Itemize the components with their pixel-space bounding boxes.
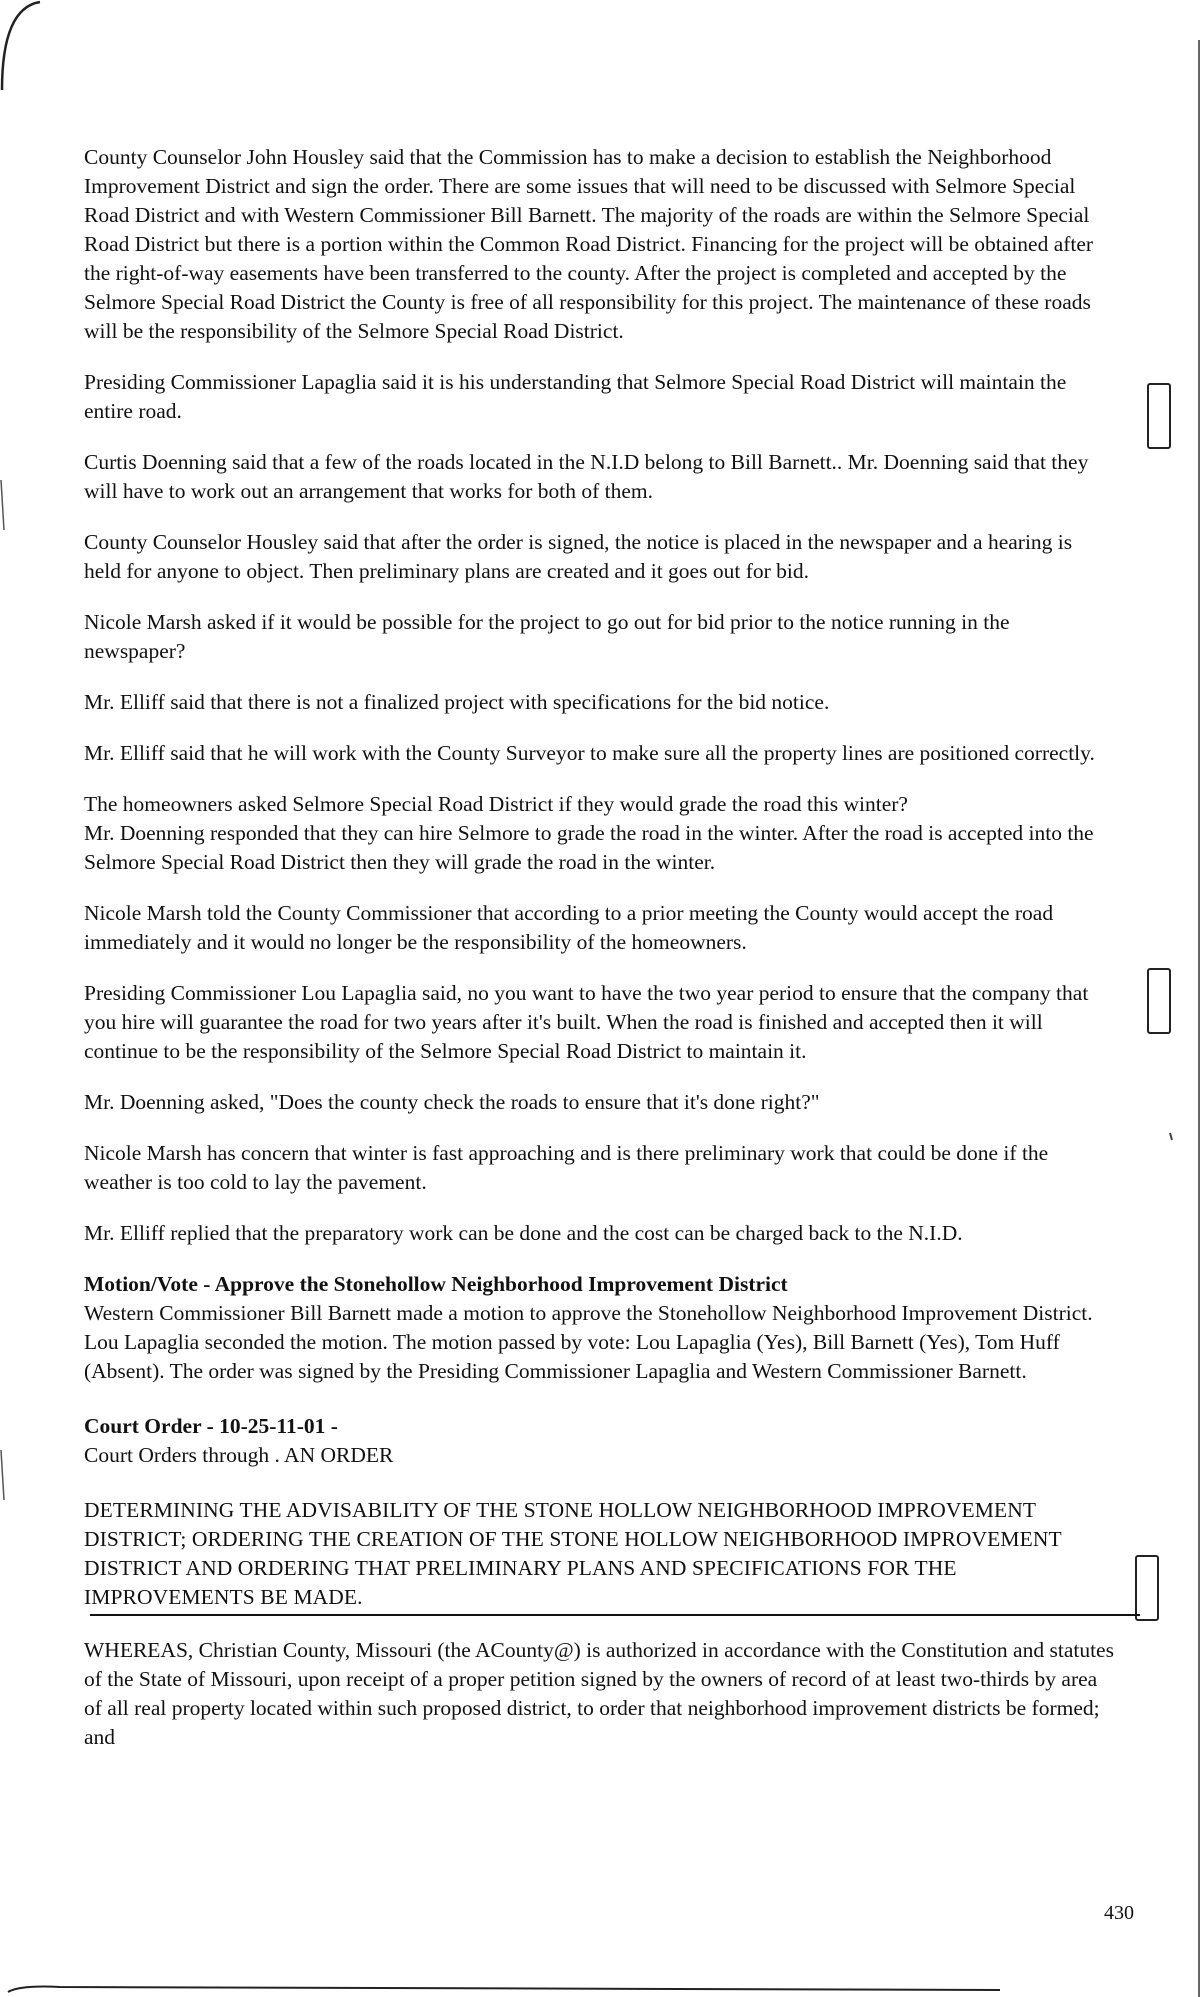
- paragraph-elliff-preparatory: Mr. Elliff replied that the preparatory work can be done and the cost can be charged back to the N.I.D.: [84, 1221, 963, 1245]
- motion-heading: Motion/Vote - Approve the Stonehollow Neighborhood Improvement District: [84, 1272, 788, 1296]
- motion-body: Western Commissioner Bill Barnett made a motion to approve the Stonehollow Neighborhood Improvement District. Lou Lapaglia seconded the motion. The motion passed by vote: Lou Lapaglia (Yes), Bill Barnett (Yes), Tom Huff (Absent). The order was signed by the Presiding Commissioner Lapaglia and Western Commissioner Barnett.: [84, 1301, 1093, 1383]
- margin-checkbox-2: [1147, 968, 1171, 1034]
- paragraph-housley-order: County Counselor Housley said that after the order is signed, the notice is placed in the newspaper and a hearing is held for anyone to object. Then preliminary plans are created and it goes out for bid.: [84, 530, 1073, 583]
- margin-checkbox-1: [1147, 383, 1171, 449]
- paragraph-doenning-roads: Curtis Doenning said that a few of the roads located in the N.I.D belong to Bill Barnett.. Mr. Doenning said that they will have to work out an arrangement that works for both of them.: [84, 450, 1089, 503]
- paragraph-housley-intro: County Counselor John Housley said that the Commission has to make a decision to establish the Neighborhood Improvement District and sign the order. There are some issues that will need to be discussed with Selmore Special Road District and with Western Commissioner Bill Barnett. The majority of the roads are within the Selmore Special Road District but there is a portion within the Common Road District. Financing for the project will be obtained after the right-of-way easements have been transferred to the county. After the project is completed and accepted by the Selmore Special Road District the County is free of all responsibility for this project. The maintenance of these roads will be the responsibility of the Selmore Special Road District.: [84, 145, 1094, 343]
- doenning-response: Mr. Doenning responded that they can hire Selmore to grade the road in the winter. After the road is accepted into the Selmore Special Road District then they will grade the road in the winter.: [84, 821, 1094, 874]
- margin-checkbox-3: [1135, 1555, 1159, 1621]
- court-order-heading: Court Order - 10-25-11-01 -: [84, 1414, 338, 1438]
- court-order-subline: Court Orders through . AN ORDER: [84, 1443, 394, 1467]
- motion-section: [84, 1270, 1114, 1386]
- paragraph-doenning-check: Mr. Doenning asked, "Does the county check the roads to ensure that it's done right?": [84, 1090, 820, 1114]
- paragraph-marsh-accept: Nicole Marsh told the County Commissioner that according to a prior meeting the County would accept the road immediately and it would no longer be the responsibility of the homeowners.: [84, 901, 1054, 954]
- court-order-section: [84, 1412, 1114, 1470]
- page-number: 430: [1104, 1902, 1134, 1924]
- court-order-title: DETERMINING THE ADVISABILITY OF THE STONE HOLLOW NEIGHBORHOOD IMPROVEMENT DISTRICT; ORDERING THE CREATION OF THE STONE HOLLOW NEIGHBORHOOD IMPROVEMENT DISTRICT AND ORDERING THAT PRELIMINARY PLANS AND SPECIFICATIONS FOR THE IMPROVEMENTS BE MADE.: [84, 1498, 1062, 1609]
- homeowners-question: The homeowners asked Selmore Special Road District if they would grade the road this winter?: [84, 792, 908, 816]
- paragraph-lapaglia-understanding: Presiding Commissioner Lapaglia said it is his understanding that Selmore Special Road District will maintain the entire road.: [84, 370, 1067, 423]
- paragraph-elliff-spec: Mr. Elliff said that there is not a finalized project with specifications for the bid notice.: [84, 690, 830, 714]
- paragraph-marsh-bid: Nicole Marsh asked if it would be possible for the project to go out for bid prior to the notice running in the newspaper?: [84, 610, 1010, 663]
- whereas-clause: WHEREAS, Christian County, Missouri (the ACounty@) is authorized in accordance with the Constitution and statutes of the State of Missouri, upon receipt of a proper petition signed by the owners of record of at least two-thirds by area of all real property located within such proposed district, to order that neighborhood improvement districts be formed; and: [84, 1638, 1114, 1749]
- document-body: [84, 143, 1114, 1774]
- paragraph-homeowners-grade: [84, 790, 1114, 877]
- paragraph-lapaglia-period: Presiding Commissioner Lou Lapaglia said, no you want to have the two year period to ensure that the company that you hire will guarantee the road for two years after it's built. When the road is finished and accepted then it will continue to be the responsibility of the Selmore Special Road District to maintain it.: [84, 981, 1089, 1063]
- section-divider: [90, 1614, 1140, 1616]
- paragraph-marsh-winter: Nicole Marsh has concern that winter is fast approaching and is there preliminary work that could be done if the weather is too cold to lay the pavement.: [84, 1141, 1049, 1194]
- paragraph-elliff-surveyor: Mr. Elliff said that he will work with the County Surveyor to make sure all the property lines are positioned correctly.: [84, 741, 1095, 765]
